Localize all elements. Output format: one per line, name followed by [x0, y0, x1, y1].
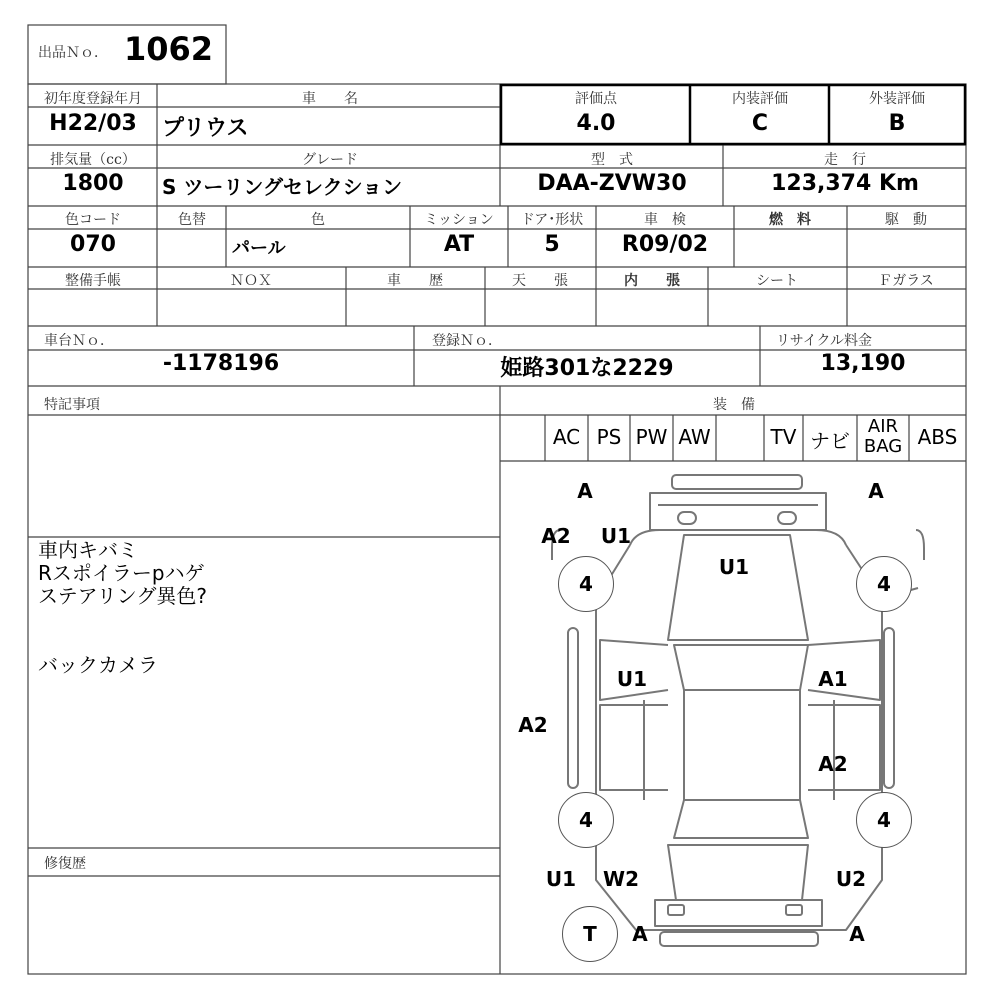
interior-grade-label: 内装評価 — [732, 91, 788, 107]
damage-mark: A — [868, 479, 884, 503]
nox-label: ＮＯＸ — [230, 273, 272, 289]
equipment-item: TV — [770, 425, 797, 449]
damage-mark: A2 — [518, 713, 548, 737]
note-extra: バックカメラ — [38, 653, 158, 677]
damage-mark: A — [577, 479, 593, 503]
tire-tread-value: 4 — [877, 808, 891, 832]
car-name-value: プリウス — [162, 116, 249, 141]
tire-rear-left — [558, 792, 614, 848]
note-line: 車内キバミ — [38, 538, 138, 562]
tire-tread-value: 4 — [877, 572, 891, 596]
damage-mark: U1 — [718, 555, 750, 579]
chassis-value: -1178196 — [162, 351, 280, 376]
equipment-item: ナビ — [810, 429, 850, 453]
damage-mark: U1 — [616, 667, 648, 691]
repair-history-label: 修復歴 — [44, 856, 86, 872]
equipment-item: AIR BAG — [863, 416, 903, 457]
damage-mark: U1 — [545, 867, 577, 891]
note-line: Rスポイラーpハゲ — [38, 561, 205, 585]
headliner-label: 天 張 — [512, 273, 568, 289]
door-value: 5 — [544, 232, 560, 257]
color-label: 色 — [311, 212, 325, 228]
note-line: ステアリング異色? — [38, 584, 208, 608]
tire-tread-value: 4 — [579, 808, 593, 832]
interior-grade-value: C — [751, 111, 769, 136]
damage-mark: U2 — [835, 867, 867, 891]
color-code-label: 色コード — [65, 212, 121, 228]
exterior-grade-label: 外装評価 — [869, 91, 925, 107]
registration-label: 登録Ｎｏ． — [432, 333, 502, 349]
tire-front-right — [856, 556, 912, 612]
equipment-item: ABS — [917, 425, 958, 449]
mission-value: AT — [443, 232, 475, 257]
damage-mark: U1 — [600, 524, 632, 548]
damage-mark: A2 — [541, 524, 571, 548]
displacement-label: 排気量（cc） — [50, 152, 136, 168]
grade-label: グレード — [302, 152, 358, 168]
door-label: ドア･形状 — [520, 212, 584, 228]
score-value: 4.0 — [576, 111, 616, 136]
equipment-item: PW — [635, 425, 668, 449]
exterior-grade-value: B — [888, 111, 906, 136]
mileage-label: 走 行 — [824, 152, 866, 168]
fuel-label: 燃 料 — [769, 212, 811, 228]
front-glass-label: Ｆガラス — [878, 273, 934, 289]
model-label: 型 式 — [591, 152, 633, 168]
damage-mark: W2 — [603, 867, 639, 891]
damage-mark: A1 — [818, 667, 848, 691]
recycle-fee-value: 13,190 — [820, 351, 906, 376]
car-name-label: 車 名 — [302, 91, 358, 107]
displacement-value: 1800 — [62, 171, 124, 196]
notes-label: 特記事項 — [44, 397, 100, 413]
equipment-item: PS — [596, 425, 622, 449]
damage-mark: A — [849, 922, 865, 946]
score-label: 評価点 — [575, 91, 617, 107]
seat-label: シート — [756, 273, 798, 289]
equipment-label: 装 備 — [713, 397, 755, 413]
repaint-label: 色替 — [178, 212, 206, 228]
history-label: 車 歴 — [387, 273, 443, 289]
tire-front-left — [558, 556, 614, 612]
damage-mark: A2 — [818, 752, 848, 776]
mission-label: ミッション — [424, 212, 494, 228]
model-value: DAA-ZVW30 — [537, 171, 687, 196]
grade-value: S ツーリングセレクション — [162, 175, 403, 199]
lot-label: 出品Ｎｏ． — [38, 45, 108, 61]
equipment-item: AC — [552, 425, 581, 449]
first-registration-value: H22/03 — [49, 111, 137, 136]
chassis-label: 車台Ｎｏ． — [44, 333, 114, 349]
tire-tread-value: 4 — [579, 572, 593, 596]
interior-trim-label: 内 張 — [624, 273, 680, 289]
color-value: パール — [232, 238, 286, 259]
first-registration-label: 初年度登録年月 — [44, 91, 142, 107]
inspection-label: 車 検 — [644, 212, 686, 228]
spare-tire — [562, 906, 618, 962]
recycle-fee-label: リサイクル料金 — [776, 333, 873, 349]
tire-rear-right — [856, 792, 912, 848]
damage-mark: A — [632, 922, 648, 946]
color-code-value: 070 — [70, 232, 116, 257]
inspection-value: R09/02 — [621, 232, 709, 257]
drive-label: 駆 動 — [885, 212, 927, 228]
spare-tire-value: T — [583, 922, 597, 946]
lot-number: 1062 — [124, 30, 214, 68]
equipment-item: AW — [678, 425, 711, 449]
mileage-value: 123,374 Km — [771, 171, 919, 196]
registration-value: 姫路301な2229 — [500, 356, 674, 381]
service-book-label: 整備手帳 — [65, 273, 121, 289]
